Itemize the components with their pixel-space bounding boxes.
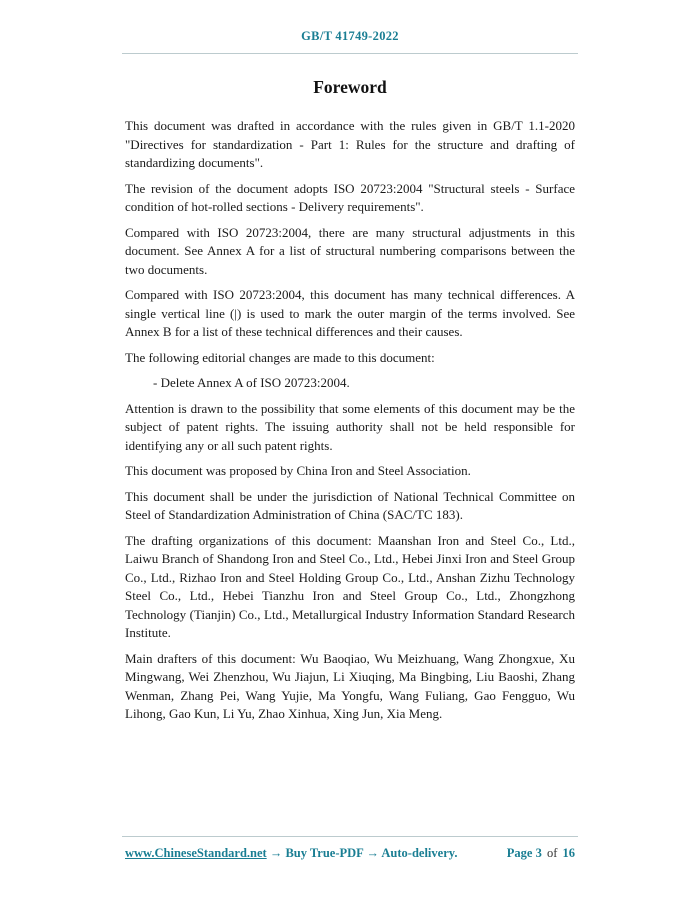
current-page-number: 3 bbox=[535, 846, 542, 860]
page-footer bbox=[0, 836, 700, 861]
paragraph-technical-differences: Compared with ISO 20723:2004, this document has many technical differences. A single vertical line (|) is used to mark the outer margin of the terms involved. See Annex B for a list of these technical differences and their causes. bbox=[125, 287, 575, 339]
paragraph-main-drafters: Main drafters of this document: Wu Baoqiao, Wu Meizhuang, Wang Zhongxue, Xu Mingwang, Wei Zhenzhou, Wu Jiajun, Li Xiuqing, Ma Bingbing, Liu Baoshi, Zhang Wenman, Zhang Pei, Wang Yujie, Ma Yongfu, Wang Fuliang, Gao Fengguo, Wu Lihong, Gao Kun, Li Yu, Zhao Xinhua, Xing Jun, Xia Meng. bbox=[125, 650, 575, 721]
list-item-delete-annex: - Delete Annex A of ISO 20723:2004. bbox=[153, 375, 350, 390]
website-link[interactable]: www.ChineseStandard.net bbox=[125, 846, 267, 860]
footer-promo bbox=[125, 846, 457, 861]
of-label: of bbox=[546, 846, 558, 860]
paragraph-drafting-rules: This document was drafted in accordance with the rules given in GB/T 1.1-2020 "Directives for standardization - Part 1: Rules for the structure and drafting of standardizing documents". bbox=[125, 118, 575, 170]
arrow-icon: → bbox=[366, 846, 379, 860]
page-title: Foreword bbox=[313, 77, 387, 97]
paragraph-editorial-changes: The following editorial changes are made to this document: bbox=[125, 349, 435, 365]
paragraph-drafting-organizations: The drafting organizations of this document: Maanshan Iron and Steel Co., Ltd., Laiwu Branch of Shandong Iron and Steel Co., Ltd., Hebei Jinxi Iron and Steel Group Co., Ltd., Rizhao Iron and Steel Holding Group Co., Ltd., Anshan Zizhu Technology Steel Co., Ltd., Hebei Tianzhu Iron and Steel Group Co., Ltd., Zhongzhong Technology (Tianjin) Co., Ltd., Metallurgical Industry Information Standard Research Institute. bbox=[125, 532, 575, 640]
footer-divider bbox=[122, 836, 578, 837]
paragraph-revision-adopts: The revision of the document adopts ISO 20723:2004 "Structural steels - Surface condition of hot-rolled sections - Delivery requirements". bbox=[125, 180, 575, 214]
page-indicator bbox=[507, 846, 575, 861]
page-label: Page bbox=[506, 846, 533, 860]
buy-true-pdf-label: Buy True-PDF bbox=[285, 846, 364, 860]
footer-row bbox=[0, 846, 700, 861]
total-pages-number: 16 bbox=[562, 846, 575, 860]
page-header bbox=[0, 0, 700, 54]
auto-delivery-label: Auto-delivery. bbox=[381, 846, 458, 860]
content-area bbox=[0, 117, 700, 724]
document-body bbox=[0, 77, 700, 724]
arrow-icon: → bbox=[269, 846, 283, 860]
paragraph-jurisdiction: This document shall be under the jurisdiction of National Technical Committee on Steel of Standardization Administration of China (SAC/TC 183). bbox=[125, 488, 575, 522]
header-divider bbox=[122, 53, 578, 54]
paragraph-structural-adjustments: Compared with ISO 20723:2004, there are many structural adjustments in this document. See Annex A for a list of structural numbering comparisons between the two documents. bbox=[125, 224, 575, 277]
document-code: GB/T 41749-2022 bbox=[301, 29, 399, 43]
paragraph-patent-notice: Attention is drawn to the possibility that some elements of this document may be the subject of patent rights. The issuing authority shall not be held responsible for identifying any or all such patent rights. bbox=[125, 400, 575, 453]
paragraph-proposed-by: This document was proposed by China Iron and Steel Association. bbox=[125, 463, 471, 478]
